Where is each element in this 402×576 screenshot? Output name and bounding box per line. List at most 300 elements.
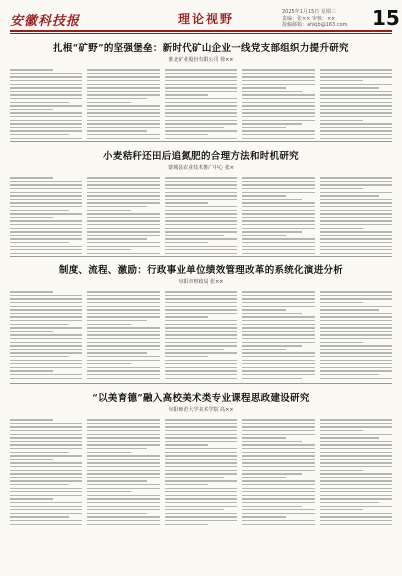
text-line: [320, 130, 392, 131]
text-line: [242, 184, 314, 185]
text-line: [320, 195, 379, 196]
text-line: [320, 444, 392, 445]
text-line: [320, 105, 392, 106]
text-line: [320, 491, 392, 492]
text-line: [10, 127, 82, 128]
text-line: [87, 370, 159, 371]
text-column: [165, 417, 237, 527]
text-line: [165, 338, 237, 339]
text-line: [10, 120, 82, 121]
text-line: [320, 327, 392, 328]
text-column: [242, 175, 314, 256]
text-line: [242, 253, 314, 254]
text-line: [242, 306, 314, 307]
text-line: [242, 224, 314, 225]
text-line: [10, 306, 82, 307]
section-title: 理论视野: [178, 12, 235, 26]
text-line: [242, 138, 314, 139]
text-line: [242, 295, 314, 296]
text-line: [87, 334, 159, 335]
text-line: [87, 327, 159, 328]
text-line: [87, 123, 159, 124]
text-line: [10, 91, 82, 92]
text-line: [10, 195, 82, 196]
text-column: [320, 417, 392, 527]
text-line: [320, 426, 392, 427]
text-line: [87, 495, 159, 496]
text-line: [87, 105, 159, 106]
meta-line: 2025年1月15日 星期三: [282, 9, 336, 15]
text-line: [165, 69, 237, 70]
text-line: [242, 98, 314, 99]
text-line: [242, 363, 314, 364]
text-line: [165, 356, 208, 357]
text-line: [165, 84, 237, 85]
text-line: [165, 367, 237, 368]
text-line: [242, 80, 314, 81]
text-line: [87, 192, 159, 193]
text-line: [10, 309, 82, 310]
text-line: [10, 298, 82, 299]
text-line: [87, 444, 159, 445]
text-line: [87, 120, 159, 121]
text-line: [10, 459, 53, 460]
text-line: [165, 249, 237, 250]
text-line: [10, 484, 69, 485]
text-line: [320, 199, 392, 200]
text-line: [165, 105, 237, 106]
text-line: [242, 324, 314, 325]
text-line: [320, 73, 392, 74]
text-line: [242, 430, 314, 431]
text-line: [320, 249, 392, 250]
text-line: [87, 356, 159, 357]
text-line: [165, 220, 237, 221]
text-line: [10, 291, 53, 292]
text-line: [320, 437, 379, 438]
article-3: [10, 262, 392, 381]
text-line: [320, 378, 392, 379]
text-line: [242, 448, 314, 449]
text-line: [10, 352, 82, 353]
text-line: [320, 516, 392, 517]
text-line: [320, 298, 392, 299]
text-line: [165, 360, 237, 361]
text-line: [165, 448, 237, 449]
header-rule: [10, 30, 392, 32]
text-line: [165, 316, 208, 317]
text-line: [10, 69, 53, 70]
text-column: [87, 67, 159, 141]
text-line: [320, 184, 392, 185]
text-line: [242, 206, 314, 207]
text-line: [10, 356, 69, 357]
text-line: [242, 235, 285, 236]
text-line: [320, 69, 392, 70]
text-line: [320, 306, 392, 307]
text-line: [320, 513, 392, 514]
text-line: [165, 502, 237, 503]
text-line: [87, 488, 159, 489]
text-line: [165, 87, 237, 88]
text-line: [10, 506, 82, 507]
header-rule-thin: [10, 33, 392, 34]
text-line: [165, 513, 237, 514]
text-line: [10, 509, 82, 510]
text-line: [165, 441, 237, 442]
text-line: [87, 206, 146, 207]
text-line: [320, 94, 392, 95]
text-line: [320, 419, 392, 420]
text-line: [165, 466, 237, 467]
text-line: [242, 506, 301, 507]
text-line: [87, 80, 159, 81]
text-line: [320, 84, 392, 85]
text-line: [165, 302, 237, 303]
text-line: [87, 352, 146, 353]
text-line: [10, 94, 82, 95]
text-column: [242, 67, 314, 141]
text-line: [165, 345, 237, 346]
text-line: [165, 426, 237, 427]
text-column: [320, 67, 392, 141]
text-line: [165, 498, 237, 499]
text-line: [242, 94, 314, 95]
page-number: 15: [372, 6, 400, 30]
article-title: 制度、流程、激励：行政事业单位绩效管理改革的系统化演进分析: [58, 265, 344, 276]
text-line: [10, 374, 82, 375]
text-line: [165, 73, 237, 74]
article-1: [10, 40, 392, 141]
text-line: [320, 202, 392, 203]
text-line: [242, 374, 314, 375]
text-line: [320, 192, 392, 193]
text-line: [10, 480, 82, 481]
text-line: [87, 217, 159, 218]
text-line: [320, 210, 392, 211]
text-line: [87, 423, 159, 424]
text-line: [87, 228, 159, 229]
text-line: [87, 102, 130, 103]
text-line: [87, 134, 159, 135]
text-line: [242, 195, 285, 196]
text-line: [87, 127, 159, 128]
text-line: [87, 367, 159, 368]
text-line: [320, 238, 392, 239]
text-line: [242, 356, 314, 357]
text-line: [320, 370, 392, 371]
text-line: [242, 112, 314, 113]
text-line: [10, 80, 82, 81]
text-line: [10, 363, 82, 364]
text-line: [10, 181, 82, 182]
text-line: [320, 331, 392, 332]
article-title: 扎根“矿野”的坚强堡垒：新时代矿山企业一线党支部组织力提升研究: [53, 43, 349, 54]
text-line: [87, 91, 159, 92]
text-line: [320, 434, 392, 435]
text-line: [165, 423, 237, 424]
text-line: [320, 228, 363, 229]
text-line: [10, 338, 82, 339]
text-line: [87, 84, 159, 85]
text-line: [242, 473, 301, 474]
text-line: [165, 102, 237, 103]
article-body: [10, 67, 392, 141]
text-line: [320, 473, 392, 474]
text-line: [320, 181, 392, 182]
text-line: [165, 130, 237, 131]
text-line: [320, 498, 392, 499]
text-line: [10, 210, 69, 211]
text-line: [10, 426, 82, 427]
text-line: [165, 309, 237, 310]
text-line: [242, 520, 314, 521]
text-line: [242, 213, 314, 214]
text-line: [10, 220, 82, 221]
text-line: [10, 87, 82, 88]
text-line: [165, 181, 237, 182]
text-column: [10, 175, 82, 256]
text-line: [10, 76, 82, 77]
text-line: [320, 309, 379, 310]
text-line: [10, 105, 82, 106]
text-line: [320, 506, 392, 507]
article-byline: 阜阳师范大学美术学院 高××: [168, 407, 234, 413]
text-line: [165, 320, 237, 321]
text-line: [242, 291, 314, 292]
text-line: [87, 520, 159, 521]
text-line: [165, 120, 237, 121]
meta-line: 投稿邮箱：ahkjb@163.com: [282, 22, 348, 28]
text-line: [10, 516, 69, 517]
text-line: [242, 441, 301, 442]
text-line: [320, 120, 363, 121]
text-line: [165, 434, 237, 435]
issue-meta: [282, 9, 372, 29]
text-line: [320, 495, 392, 496]
text-line: [87, 188, 159, 189]
text-line: [165, 520, 237, 521]
text-line: [165, 76, 237, 77]
text-line: [242, 84, 314, 85]
text-line: [87, 324, 130, 325]
text-line: [10, 238, 82, 239]
text-line: [10, 123, 82, 124]
text-line: [87, 98, 146, 99]
text-line: [242, 102, 314, 103]
text-line: [320, 459, 392, 460]
text-column: [165, 289, 237, 381]
text-line: [320, 324, 392, 325]
text-line: [10, 423, 82, 424]
text-line: [320, 452, 392, 453]
text-line: [87, 291, 159, 292]
text-line: [10, 320, 82, 321]
text-line: [87, 516, 159, 517]
text-line: [165, 363, 237, 364]
text-line: [10, 231, 82, 232]
text-line: [87, 426, 159, 427]
text-line: [10, 228, 82, 229]
text-line: [320, 302, 363, 303]
text-line: [242, 477, 285, 478]
text-line: [87, 331, 159, 332]
text-line: [87, 210, 130, 211]
text-line: [87, 342, 159, 343]
text-line: [10, 520, 82, 521]
text-line: [10, 441, 82, 442]
text-line: [242, 231, 301, 232]
text-line: [87, 181, 159, 182]
text-line: [10, 349, 82, 350]
text-line: [242, 249, 314, 250]
text-line: [242, 228, 314, 229]
text-line: [10, 345, 82, 346]
text-line: [87, 313, 159, 314]
text-line: [87, 199, 159, 200]
text-line: [165, 484, 208, 485]
text-line: [242, 327, 314, 328]
article-byline: 淮北矿业股份有限公司 徐××: [168, 57, 234, 63]
text-line: [10, 302, 82, 303]
text-line: [320, 374, 379, 375]
article-divider: [10, 383, 392, 384]
text-line: [87, 448, 146, 449]
text-line: [87, 430, 159, 431]
text-line: [10, 84, 82, 85]
text-line: [320, 316, 392, 317]
text-line: [320, 455, 392, 456]
text-line: [320, 320, 392, 321]
text-line: [320, 313, 392, 314]
text-line: [242, 134, 314, 135]
text-line: [242, 459, 314, 460]
text-line: [320, 480, 392, 481]
text-line: [165, 473, 237, 474]
text-line: [320, 188, 363, 189]
text-column: [10, 289, 82, 381]
text-line: [242, 516, 285, 517]
text-line: [242, 352, 314, 353]
text-line: [320, 116, 392, 117]
text-line: [10, 367, 82, 368]
text-line: [242, 202, 314, 203]
text-line: [242, 495, 314, 496]
text-line: [320, 441, 392, 442]
text-line: [87, 246, 159, 247]
text-line: [10, 134, 69, 135]
text-line: [242, 491, 314, 492]
text-line: [10, 224, 82, 225]
text-line: [87, 459, 159, 460]
text-line: [10, 477, 82, 478]
text-line: [320, 509, 363, 510]
text-line: [242, 331, 314, 332]
text-line: [165, 224, 237, 225]
text-line: [242, 462, 314, 463]
text-line: [320, 363, 392, 364]
text-line: [10, 295, 82, 296]
text-line: [10, 249, 82, 250]
text-line: [87, 455, 159, 456]
text-line: [320, 342, 363, 343]
article-title: “以美育德”融入高校美术类专业课程思政建设研究: [92, 393, 310, 404]
text-line: [165, 195, 237, 196]
text-line: [165, 430, 237, 431]
text-line: [242, 484, 314, 485]
text-line: [165, 206, 237, 207]
text-line: [242, 345, 301, 346]
text-line: [165, 495, 237, 496]
text-line: [10, 246, 82, 247]
text-line: [165, 313, 237, 314]
text-line: [165, 506, 237, 507]
text-line: [10, 524, 82, 525]
text-line: [320, 367, 392, 368]
text-line: [165, 378, 237, 379]
text-line: [242, 127, 285, 128]
text-line: [320, 127, 392, 128]
text-line: [320, 102, 392, 103]
text-line: [87, 378, 159, 379]
text-line: [320, 220, 392, 221]
text-line: [165, 192, 237, 193]
text-line: [242, 423, 314, 424]
text-line: [10, 452, 69, 453]
text-line: [165, 334, 237, 335]
text-line: [320, 462, 392, 463]
text-line: [242, 502, 314, 503]
text-line: [320, 87, 379, 88]
text-line: [320, 134, 392, 135]
text-line: [320, 470, 363, 471]
text-line: [165, 91, 237, 92]
text-line: [320, 109, 392, 110]
text-line: [10, 378, 82, 379]
text-line: [320, 295, 392, 296]
text-line: [242, 437, 285, 438]
text-line: [165, 213, 237, 214]
text-line: [165, 516, 237, 517]
text-line: [10, 177, 53, 178]
text-line: [165, 116, 237, 117]
text-line: [10, 109, 53, 110]
text-line: [242, 309, 285, 310]
article-body: [10, 417, 392, 527]
text-line: [87, 116, 159, 117]
text-line: [242, 220, 314, 221]
text-line: [242, 342, 314, 343]
text-line: [10, 334, 82, 335]
text-line: [87, 477, 159, 478]
text-line: [320, 213, 392, 214]
text-line: [87, 94, 159, 95]
text-line: [242, 217, 314, 218]
text-line: [320, 217, 392, 218]
text-line: [87, 177, 159, 178]
text-line: [87, 130, 146, 131]
text-line: [87, 506, 159, 507]
text-line: [10, 184, 82, 185]
article-byline: 阜阳市财政局 张××: [178, 279, 224, 285]
text-line: [320, 338, 392, 339]
text-line: [87, 195, 159, 196]
text-line: [87, 309, 159, 310]
text-line: [242, 192, 314, 193]
text-line: [320, 356, 392, 357]
text-line: [242, 87, 285, 88]
text-line: [320, 177, 392, 178]
